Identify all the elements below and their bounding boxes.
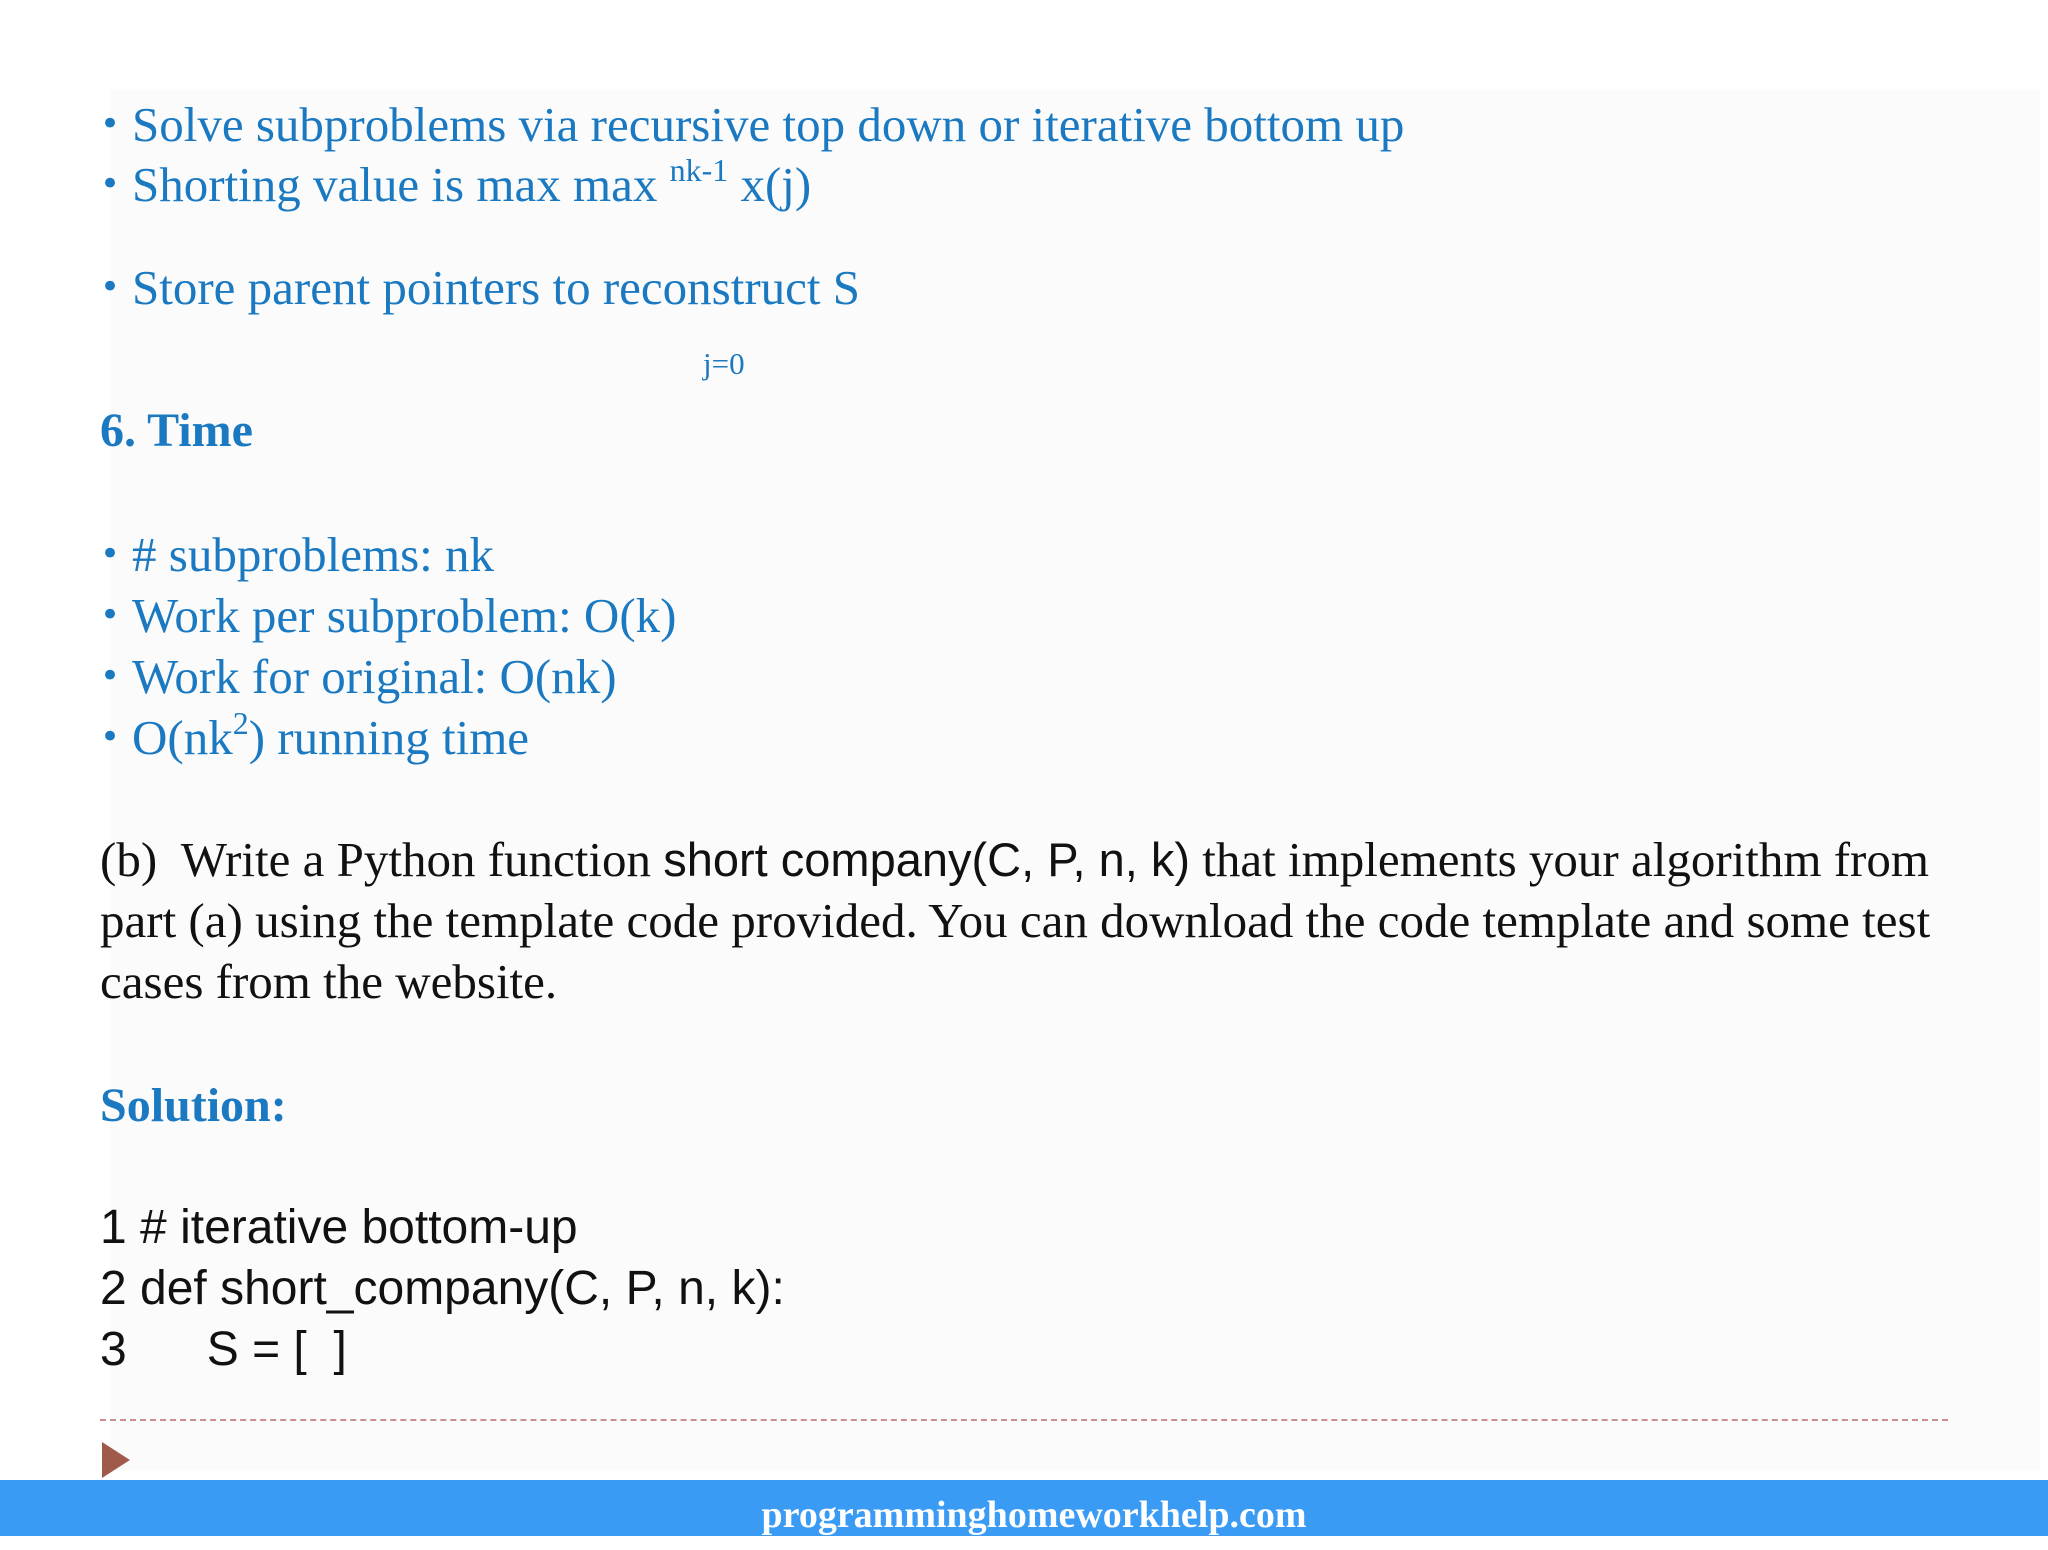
part-b-label: (b) Write a Python function (100, 832, 664, 887)
bullet-work-for-original (100, 646, 617, 707)
superscript-nk-1: nk-1 (669, 152, 729, 188)
bullet-dot: • (100, 717, 121, 757)
bullet-subproblems-count (100, 524, 494, 585)
code-line-1: 1 # iterative bottom-up (100, 1201, 578, 1254)
bullet-shorting-value (100, 154, 811, 215)
bullet-text: Solve subproblems via recursive top down or iterative bottom up (132, 97, 1405, 152)
bullet-text: Store parent pointers to reconstruct S (132, 260, 861, 315)
function-name: short company(C, P, n, k) (663, 833, 1191, 886)
bullet-running-time (100, 707, 529, 768)
triangle-arrow-icon (102, 1442, 130, 1478)
bullet-text: Work per subproblem: O(k) (132, 588, 677, 643)
code-line-2: 2 def short_company(C, P, n, k): (100, 1262, 785, 1315)
part-b-rest: that implements your algorithm from part (a) using the template code provided. You can download the code template and some test cases from the website. (100, 832, 1931, 1009)
bullet-text: Work for original: O(nk) (132, 649, 617, 704)
bullet-dot: • (100, 595, 121, 635)
bullet-parent-pointers (100, 257, 860, 318)
bullet-text: Shorting value is max max (132, 157, 670, 212)
section-heading-time: 6. Time (100, 404, 253, 457)
bullet-dot: • (100, 534, 121, 574)
bullet-dot: • (100, 267, 121, 307)
bullet-work-per-subproblem (100, 585, 676, 646)
bullet-text: O(nk (132, 710, 233, 765)
part-b-paragraph (100, 829, 1940, 1012)
bullet-solve-subproblems (100, 94, 1404, 155)
bullet-text-end: x(j) (728, 157, 812, 212)
bullet-text: # subproblems: nk (132, 527, 495, 582)
bullet-dot: • (100, 104, 121, 144)
footer-site-text: programminghomeworkhelp.com (761, 1494, 1307, 1536)
code-line-3: 3 S = [ ] (100, 1323, 347, 1376)
solution-heading: Solution: (100, 1079, 287, 1132)
bullet-dot: • (100, 656, 121, 696)
bullet-dot: • (100, 164, 121, 204)
sum-subscript-label: j=0 (703, 346, 745, 381)
bullet-text-end: ) running time (248, 710, 530, 765)
dashed-divider (100, 1419, 1948, 1421)
superscript-2: 2 (232, 705, 249, 741)
footer-bar (0, 1480, 2048, 1536)
